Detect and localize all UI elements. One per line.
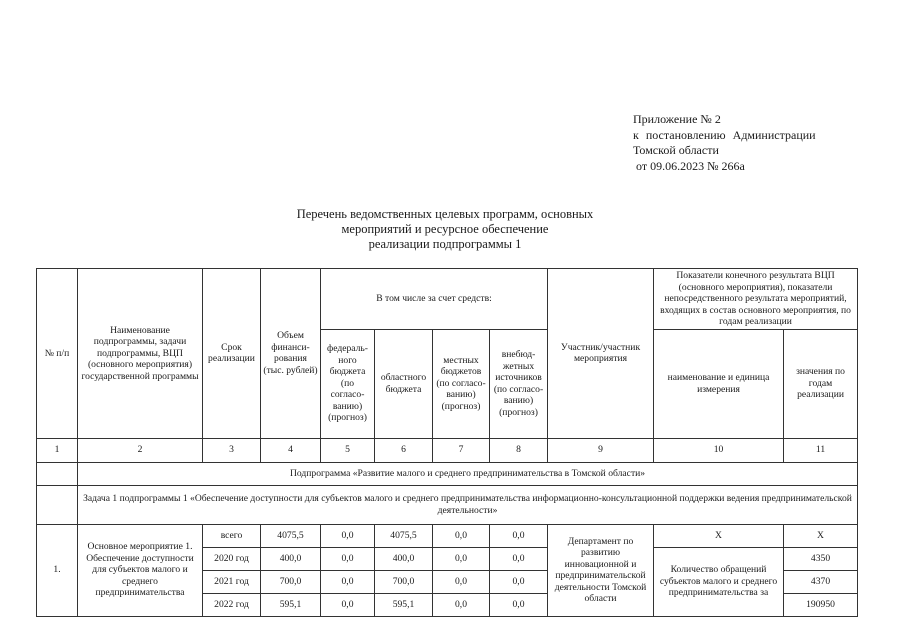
header-regional: областного бюджета (375, 329, 433, 438)
header-participant: Участник/участник мероприятия (548, 269, 654, 439)
activity-name: Основное мероприятие 1. Обеспечение доступности для субъектов малого и среднего предпринимательства (78, 524, 203, 616)
col-number: 7 (433, 438, 490, 462)
value-cell: 4350 (784, 547, 858, 570)
volume-cell: 400,0 (261, 547, 321, 570)
col-number: 4 (261, 438, 321, 462)
unit-cell: X (654, 524, 784, 547)
value-cell: 190950 (784, 593, 858, 616)
column-numbers-row (37, 438, 858, 462)
header-offbudget: внебюд-жетных источников (по согласо-ванию) (прогноз) (490, 329, 548, 438)
col-number: 8 (490, 438, 548, 462)
col-number: 9 (548, 438, 654, 462)
task-row (37, 485, 858, 524)
col-number: 5 (321, 438, 375, 462)
col-number: 1 (37, 438, 78, 462)
subprogram-title: Подпрограмма «Развитие малого и среднего предпринимательства в Томской области» (78, 462, 858, 485)
period-cell: 2021 год (203, 570, 261, 593)
federal-cell: 0,0 (321, 524, 375, 547)
activity-num: 1. (37, 524, 78, 616)
appendix-line-3: Томской области (633, 143, 719, 157)
appendix-line-2: к постановлению Администрации (633, 127, 816, 142)
header-term: Срок реализации (203, 269, 261, 439)
document-title (230, 207, 660, 252)
col-number: 11 (784, 438, 858, 462)
title-line-3: реализации подпрограммы 1 (368, 237, 522, 251)
header-num: № п/п (37, 269, 78, 439)
title-line-2: мероприятий и ресурсное обеспечение (341, 222, 549, 236)
header-name: Наименование подпрограммы, задачи подпрограммы, ВЦП (основного мероприятия) государственной программы (78, 269, 203, 439)
federal-cell: 0,0 (321, 593, 375, 616)
table-row (37, 524, 858, 547)
indicator-cell: Количество обращений субъектов малого и среднего предпринимательства за (654, 547, 784, 616)
offbudget-cell: 0,0 (490, 547, 548, 570)
title-line-1: Перечень ведомственных целевых программ, основных (296, 207, 594, 221)
program-table (36, 268, 858, 617)
volume-cell: 4075,5 (261, 524, 321, 547)
period-cell: 2022 год (203, 593, 261, 616)
period-cell: всего (203, 524, 261, 547)
header-indicators: Показатели конечного результата ВЦП (основного мероприятия), показатели непосредственного результата мероприятий, входящих в состав основного мероприятия, по годам реализации (654, 269, 858, 330)
appendix-line-4: от 09.06.2023 № 266а (636, 158, 745, 173)
value-cell: X (784, 524, 858, 547)
task-title: Задача 1 подпрограммы 1 «Обеспечение доступности для субъектов малого и среднего предпринимательства информационно-консультационной поддержки ведения предпринимательской деятельности» (78, 485, 858, 524)
offbudget-cell: 0,0 (490, 570, 548, 593)
volume-cell: 595,1 (261, 593, 321, 616)
col-number: 10 (654, 438, 784, 462)
header-values: значения по годам реализации (784, 329, 858, 438)
col-number: 2 (78, 438, 203, 462)
header-local: местных бюджетов (по согласо-ванию) (прогноз) (433, 329, 490, 438)
subprogram-row (37, 462, 858, 485)
appendix-header (633, 112, 873, 174)
local-cell: 0,0 (433, 570, 490, 593)
regional-cell: 700,0 (375, 570, 433, 593)
federal-cell: 0,0 (321, 547, 375, 570)
local-cell: 0,0 (433, 547, 490, 570)
header-volume: Объем финанси-рования (тыс. рублей) (261, 269, 321, 439)
col-number: 3 (203, 438, 261, 462)
regional-cell: 400,0 (375, 547, 433, 570)
period-cell: 2020 год (203, 547, 261, 570)
local-cell: 0,0 (433, 593, 490, 616)
federal-cell: 0,0 (321, 570, 375, 593)
header-including: В том числе за счет средств: (321, 269, 548, 330)
header-federal: федераль-ного бюджета (по согласо-ванию) (прогноз) (321, 329, 375, 438)
offbudget-cell: 0,0 (490, 524, 548, 547)
col-number: 6 (375, 438, 433, 462)
regional-cell: 595,1 (375, 593, 433, 616)
value-cell: 4370 (784, 570, 858, 593)
volume-cell: 700,0 (261, 570, 321, 593)
regional-cell: 4075,5 (375, 524, 433, 547)
header-unit: наименование и единица измерения (654, 329, 784, 438)
participant-cell: Департамент по развитию инновационной и предпринимательской деятельности Томской области (548, 524, 654, 616)
appendix-line-1: Приложение № 2 (633, 112, 721, 126)
offbudget-cell: 0,0 (490, 593, 548, 616)
local-cell: 0,0 (433, 524, 490, 547)
